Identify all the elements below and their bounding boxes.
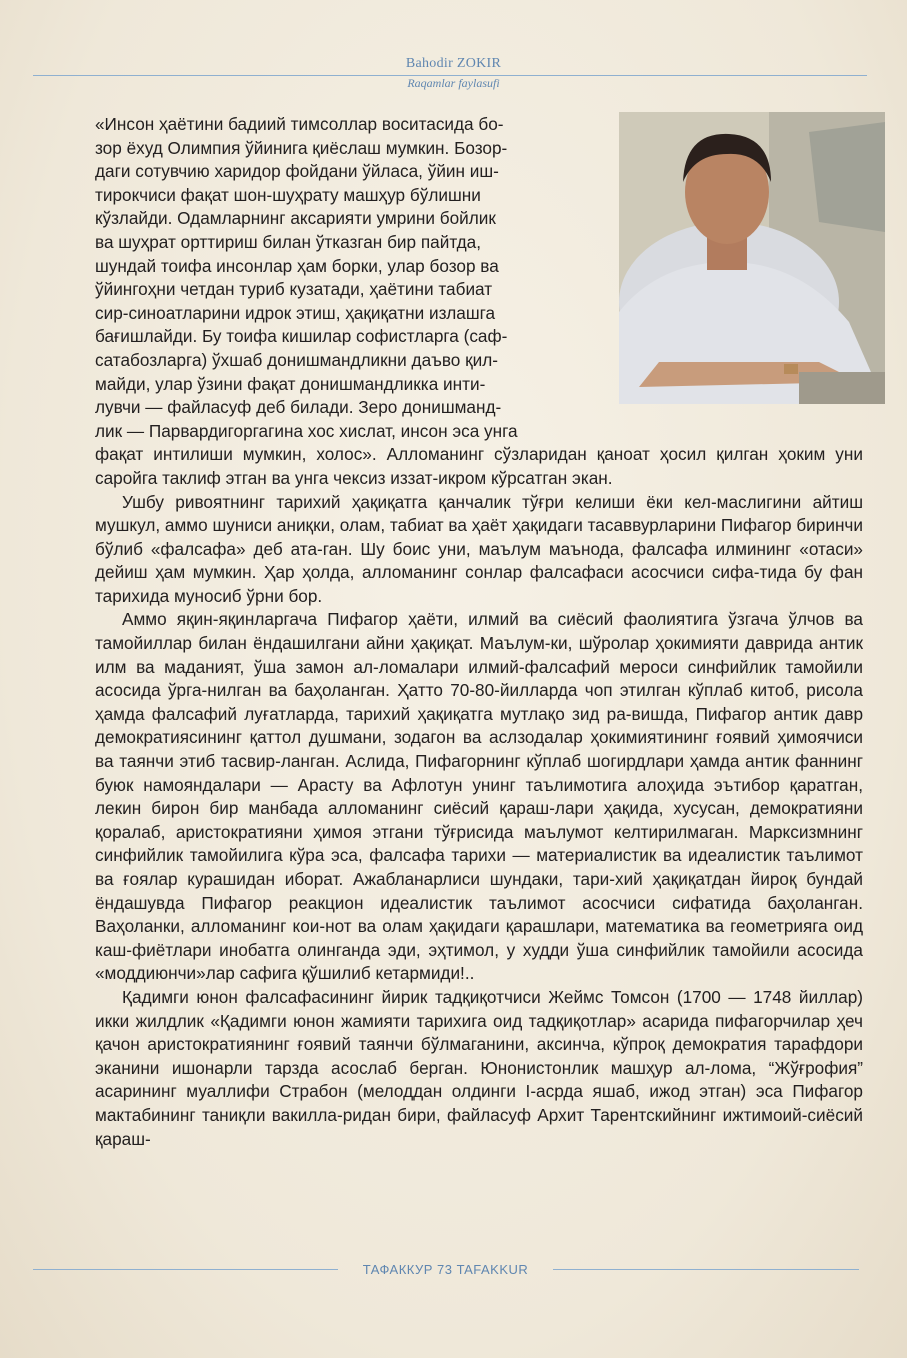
running-footer: [0, 1262, 907, 1282]
header-author: Bahodir ZOKIR: [405, 56, 502, 71]
p1-line: даги сотувчию харидор фойдани ўйласа, ўйин иш-: [95, 161, 499, 182]
p1-line: ва шуҳрат орттириш билан ўтказган бир пайтда,: [95, 231, 481, 252]
footer-rule-right: [553, 1269, 859, 1270]
p1-line: ўйингоҳни четдан туриб кузатади, ҳаётини табиат: [95, 279, 493, 300]
p1-line: зор ёхуд Олимпия ўйинига қиёслаш мумкин. Бозор-: [95, 137, 508, 158]
paragraph-4: Қадимги юнон фалсафасининг йирик тадқиқотчиси Жеймс Томсон (1700 — 1748 йиллар) икки жилдлик «Қадимги юнон жамияти тарихига оид тадқиқотлар» асарида пифагорчилар ҳеч қачон аристократиянинг ғоявий таянчи бўлмаганини, аксинча, кўпроқ демократия тарафдори эканини ишонарли тарзда асослаб берган. Юнонистонлик машҳур ал-лома, “Жўғрофия” асарининг муаллифи Страбон (мелоддан олдинги I-асрда яшаб, ижод этган) эса Пифагор мактабининг таниқли вакилла-ридан бири, файласуф Архит Тарентскийнинг ижтимоий-сиёсий қараш-: [95, 986, 863, 1149]
paragraph-2: Ушбу ривоятнинг тарихий ҳақиқатга қанчалик тўғри келиши ёки кел-маслигини айтиш мушкул, аммо шуниси аниқки, олам, табиат ва ҳаёт ҳақидаги тасаввурларини Пифагор биринчи бўлиб «фалсафа» деб ата-ган. Шу боис уни, маълум маънода, фалсафа илмининг «отаси» дейиш ҳам мумкин. Ҳар ҳолда, алломанинг сонлар фалсафаси асосчиси сифа-тида бу фан тарихида муносиб ўрни бор.: [95, 491, 863, 606]
paragraph-1-wrapped: [95, 113, 607, 443]
p1-line: шундай тоифа инсонлар ҳам борки, улар бозор ва: [95, 255, 499, 276]
p1-line: сатабозларга) ўхшаб донишмандликни даъво қил-: [95, 349, 499, 370]
paragraph-1-continued: фақат интилиши мумкин, холос». Алломанинг сўзларидан қаноат ҳосил қилган ҳоким уни саройга таклиф этган ва унга чексиз иззат-икром кўрсатган экан.: [95, 444, 863, 488]
p1-line: лик — Парвардигоргагина хос хислат, инсон эса унга: [95, 420, 518, 441]
p1-line: «Инсон ҳаётини бадиий тимсоллар воситасида бо-: [95, 114, 504, 134]
p1-line: кўзлайди. Одамларнинг аксарияти умрини бойлик: [95, 208, 496, 229]
running-header: [0, 56, 907, 91]
p1-line: лувчи — файласуф деб билади. Зеро донишманд-: [95, 397, 502, 418]
header-subtitle: Raqamlar faylasufi: [407, 76, 500, 90]
footer-label: ТАФАККУР 73 TAFAKKUR: [362, 1262, 529, 1277]
header-rule: [33, 75, 867, 76]
article-body: [95, 113, 863, 1151]
p1-line: бағишлайди. Бу тоифа кишилар софистларга (саф-: [95, 326, 508, 347]
p1-line: тирокчиси фақат шон-шуҳрату машҳур бўлишни: [95, 184, 481, 205]
paragraph-3: Аммо яқин-яқинларгача Пифагор ҳаёти, илмий ва сиёсий фаолиятига ўзгача ўлчов ва тамойиллар билан ёндашилгани айни ҳақиқат. Маълум-ки, шўролар ҳокимияти даврида антик илм ва маданият, ўша замон ал-ломалари илмий-фалсафий мероси синфийлик тамойили асосида ўрга-нилган ва баҳоланган. Ҳатто 70-80-йилларда чоп этилган кўплаб китоб, рисола ҳамда фалсафий луғатларда, тарихий ҳақиқатга мутлақо зид ра-вишда, Пифагор антик давр демократиясининг қаттол душмани, зодагон ва аслзодалар ҳокимиятининг ғоявий ҳимоячиси ва таянчи этиб тасвир-ланган. Аслида, Пифагорнинг кўплаб шогирдлари ҳамда антик фаннинг буюк намояндалари — Арасту ва Афлотун унинг таълимотига алоҳида эътибор қаратган, лекин бирон бир манбада алломанинг сиёсий қараш-лари ҳақида, хусусан, демократияни қоралаб, аристократияни ҳимоя этгани тўғрисида маълумот келтирилмаган. Марксизмнинг синфийлик тамойилига кўра эса, фалсафа тарихи — материалистик ва идеалистик таълимот ва ғоялар курашидан иборат. Ажабланарлиси шундаки, тари-хий ҳақиқатдан йироқ бундай ёндашувда Пифагор реакцион идеалистик таълимот асосчиси сифатида баҳоланган. Ваҳоланки, алломанинг кои-нот ва олам ҳақидаги қарашлари, математика ва геометрияга оид каш-фиётлари инобатга олинганда эди, эҳтимол, у худди ўша синфийлик тамойили асосида «моддиюнчи»лар сафига қўшилиб кетармиди!..: [95, 609, 863, 984]
p1-line: сир-синоатларини идрок этиш, ҳақиқатни излашга: [95, 302, 496, 323]
p1-line: майди, улар ўзини фақат донишмандликка инти-: [95, 373, 486, 394]
footer-rule-left: [33, 1269, 338, 1270]
